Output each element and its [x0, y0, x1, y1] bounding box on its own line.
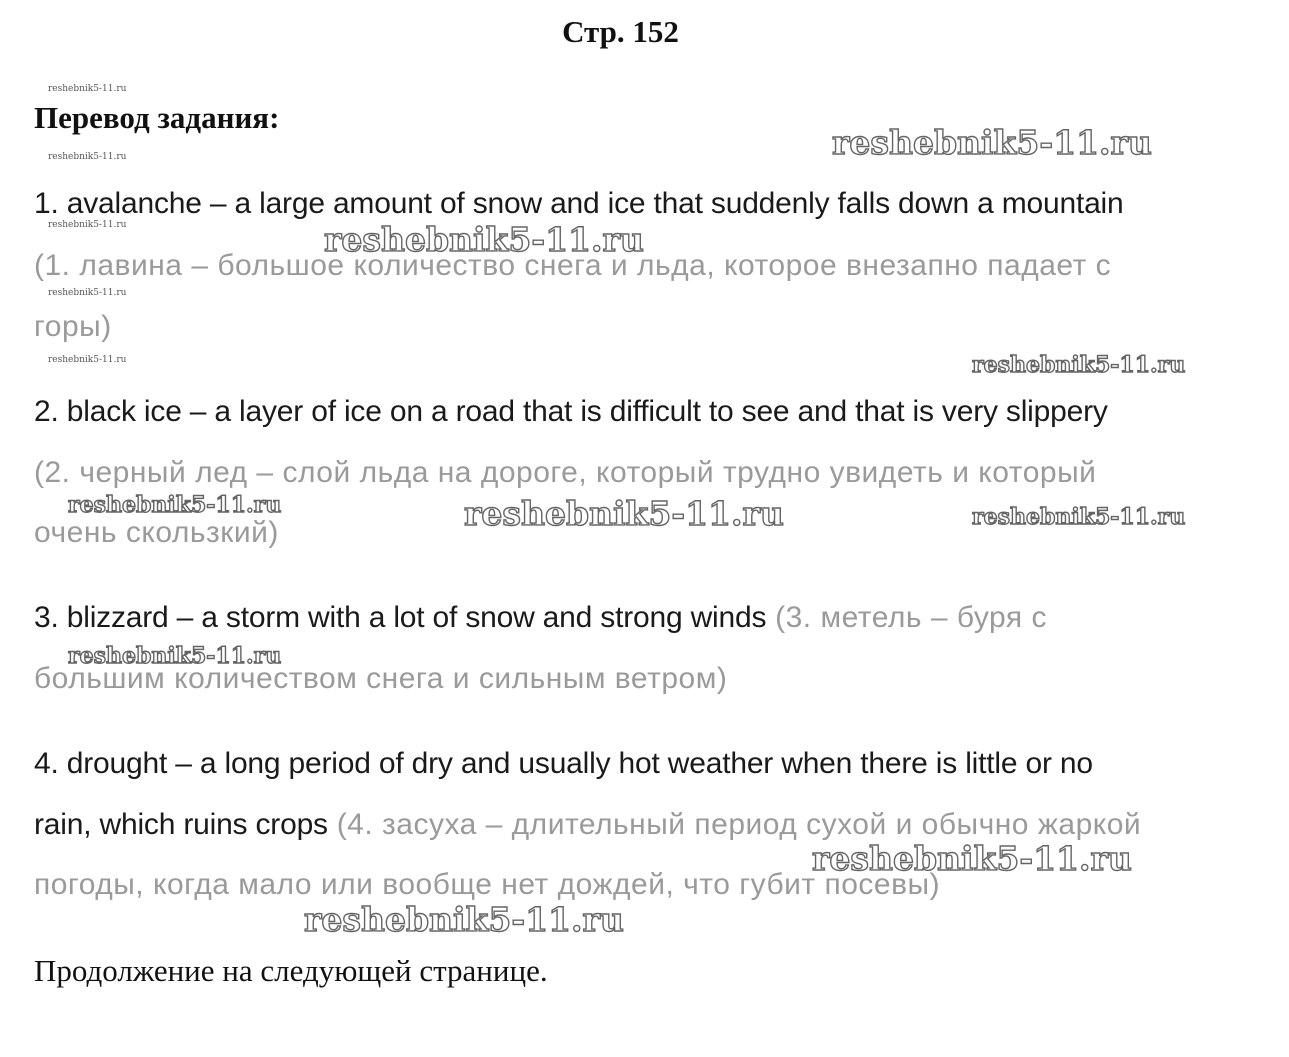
entry-4-line-3: [34, 867, 940, 903]
watermark: reshebnik5-11.ru: [832, 123, 1152, 162]
entry-2-line-1: [34, 394, 1108, 430]
watermark: reshebnik5-11.ru: [48, 355, 127, 365]
watermark: reshebnik5-11.ru: [68, 492, 282, 518]
entry-2-russian: очень скользкий): [34, 516, 279, 549]
footer-note: Продолжение на следующей странице.: [34, 953, 548, 988]
entry-1-line-1: [34, 186, 1124, 222]
watermark: reshebnik5-11.ru: [972, 352, 1186, 378]
entry-2-english: 2. black ice – a layer of ice on a road that is difficult to see and that is very slippery: [34, 395, 1108, 428]
entry-3-russian: (3. метель – буря с: [766, 601, 1047, 634]
entry-1-russian: горы): [34, 310, 112, 343]
entry-4-english: rain, which ruins crops: [34, 808, 328, 841]
page-title: Стр. 152: [562, 14, 679, 49]
entry-2-line-3: [34, 515, 279, 551]
heading: Перевод задания:: [34, 100, 280, 135]
entry-3-english: 3. blizzard – a storm with a lot of snow and strong winds: [34, 601, 767, 634]
entry-2-line-2: [34, 455, 1096, 491]
watermark: reshebnik5-11.ru: [48, 152, 127, 162]
watermark: reshebnik5-11.ru: [972, 504, 1186, 530]
entry-1-line-3: [34, 309, 112, 345]
watermark: reshebnik5-11.ru: [304, 900, 624, 939]
entry-1-russian: (1. лавина – большое количество снега и льда, которое внезапно падает с: [34, 249, 1112, 282]
entry-1-english: 1. avalanche – a large amount of snow and ice that suddenly falls down a mountain: [34, 187, 1124, 220]
entry-4-english: 4. drought – a long period of dry and usually hot weather when there is little or no: [34, 747, 1093, 780]
entry-3-russian: большим количеством снега и сильным ветром): [34, 662, 728, 695]
entry-4-russian: (4. засуха – длительный период сухой и обычно жаркой: [327, 808, 1142, 841]
watermark: reshebnik5-11.ru: [68, 643, 282, 669]
watermark: reshebnik5-11.ru: [464, 494, 784, 533]
entry-2-russian: (2. черный лед – слой льда на дороге, который трудно увидеть и который: [34, 456, 1097, 489]
watermark: reshebnik5-11.ru: [48, 84, 127, 94]
entry-4-russian: погоды, когда мало или вообще нет дождей, что губит посевы): [34, 868, 941, 901]
watermark: reshebnik5-11.ru: [812, 839, 1132, 878]
entry-4-line-1: [34, 746, 1093, 782]
entry-4-line-2: [34, 807, 1141, 843]
entry-3-line-1: [34, 600, 1047, 636]
watermark: reshebnik5-11.ru: [48, 288, 127, 298]
watermark: reshebnik5-11.ru: [324, 220, 644, 259]
watermark: reshebnik5-11.ru: [48, 220, 127, 230]
